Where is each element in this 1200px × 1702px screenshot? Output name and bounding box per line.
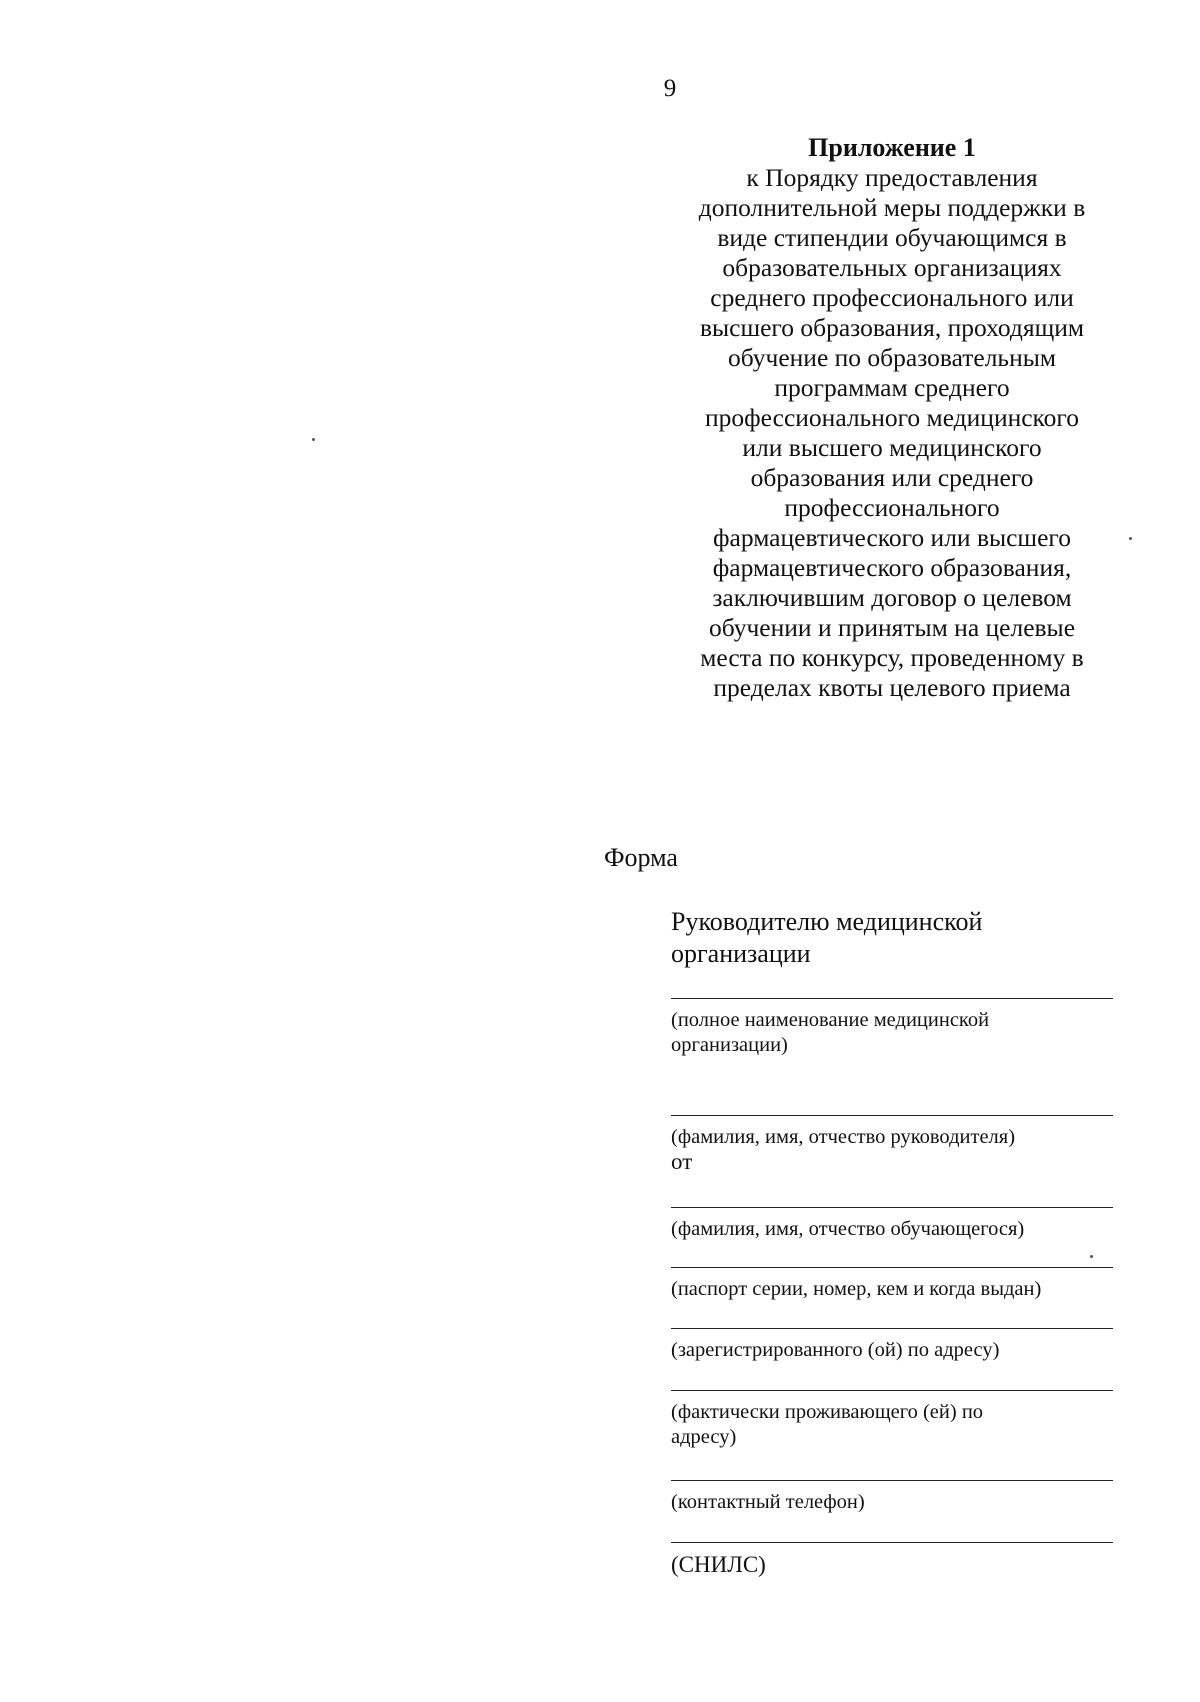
appendix-line: или высшего медицинского — [742, 433, 1042, 462]
blank-line — [671, 1267, 1113, 1268]
blank-line — [671, 1542, 1113, 1543]
appendix-title: Приложение 1 — [808, 133, 976, 162]
blank-line — [671, 1207, 1113, 1208]
blank-line — [671, 1480, 1113, 1481]
blank-line — [671, 1328, 1113, 1329]
page-number: 9 — [663, 75, 677, 102]
appendix-line: к Порядку предоставления — [746, 163, 1038, 192]
field-caption: (зарегистрированного (ой) по адресу) — [671, 1339, 1000, 1361]
field-registration-address[interactable] — [671, 1328, 1113, 1363]
field-snils[interactable] — [671, 1542, 1113, 1577]
field-organization-name[interactable] — [671, 998, 1113, 1058]
appendix-line: места по конкурсу, проведенному в — [700, 643, 1084, 672]
form-label: Форма — [604, 843, 678, 872]
appendix-line: обучении и принятым на целевые — [708, 613, 1076, 642]
field-student-name[interactable] — [671, 1207, 1113, 1242]
field-caption: (полное наименование медицинской организации) — [671, 1009, 990, 1056]
addressee — [671, 906, 1111, 970]
appendix-line: виде стипендии обучающимся в — [717, 223, 1067, 252]
scan-speck — [312, 438, 315, 441]
field-director-name[interactable] — [671, 1115, 1113, 1150]
field-caption: (фамилия, имя, отчество обучающегося) — [671, 1218, 1025, 1240]
appendix-line: пределах квоты целевого приема — [713, 673, 1071, 702]
field-caption: (фактически проживающего (ей) по адресу) — [671, 1401, 984, 1448]
field-caption: (СНИЛС) — [671, 1552, 766, 1577]
field-caption: (фамилия, имя, отчество руководителя) — [671, 1126, 1016, 1148]
field-actual-address[interactable] — [671, 1390, 1113, 1450]
appendix-line: заключившим договор о целевом — [712, 583, 1072, 612]
scan-speck — [1090, 1255, 1093, 1258]
blank-line — [671, 1390, 1113, 1391]
field-caption: (паспорт серии, номер, кем и когда выдан) — [671, 1278, 1042, 1300]
appendix-line: обучение по образовательным — [728, 343, 1056, 372]
addressee-line: организации — [671, 939, 811, 968]
scan-speck — [1129, 537, 1132, 540]
appendix-line: среднего профессионального или — [710, 283, 1074, 312]
appendix-line: профессионального — [784, 493, 1000, 522]
appendix-line: программам среднего — [774, 373, 1010, 402]
appendix-line: образования или среднего — [750, 463, 1034, 492]
field-caption: (контактный телефон) — [671, 1491, 865, 1513]
appendix-line: фармацевтического или высшего — [713, 523, 1071, 552]
field-passport[interactable] — [671, 1267, 1113, 1302]
appendix-line: образовательных организациях — [722, 253, 1062, 282]
appendix-line: профессионального медицинского — [705, 403, 1079, 432]
appendix-line: высшего образования, проходящим — [699, 313, 1085, 342]
appendix-header — [662, 133, 1122, 703]
field-phone[interactable] — [671, 1480, 1113, 1515]
blank-line — [671, 1115, 1113, 1116]
appendix-line: дополнительной меры поддержки в — [698, 193, 1086, 222]
from-word: от — [671, 1149, 693, 1174]
appendix-line: фармацевтического образования, — [712, 553, 1072, 582]
addressee-line: Руководителю медицинской — [671, 907, 983, 936]
blank-line — [671, 998, 1113, 999]
